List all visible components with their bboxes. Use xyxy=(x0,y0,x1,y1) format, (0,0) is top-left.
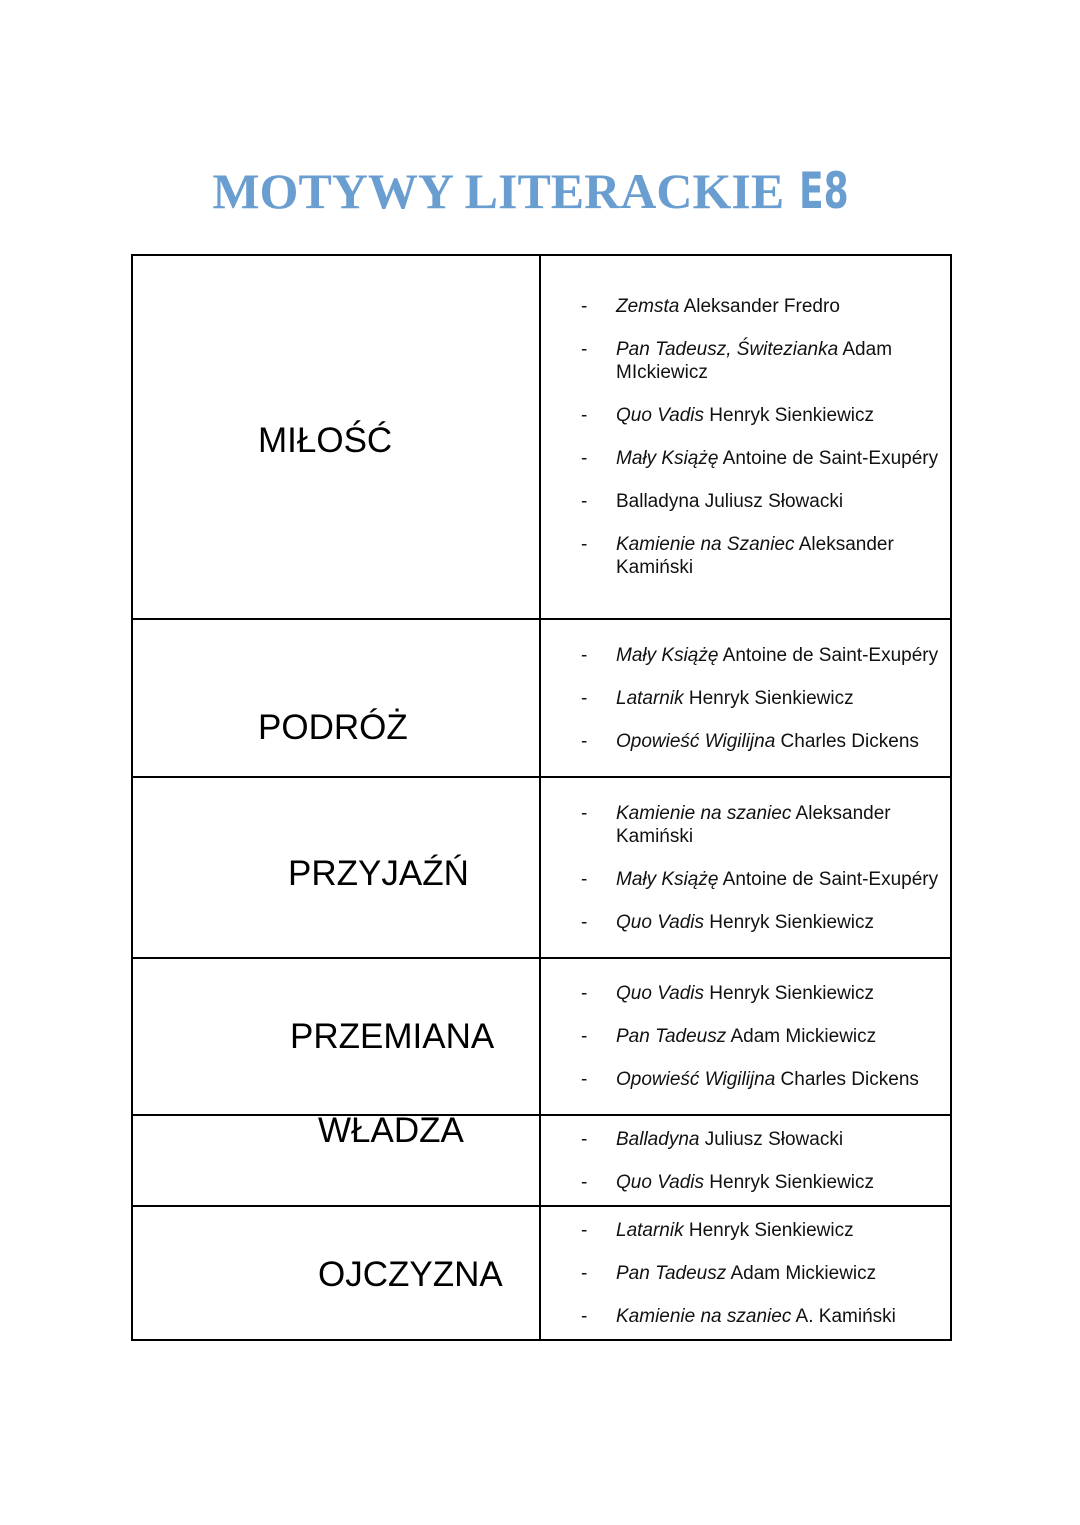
work-author: Henryk Sienkiewicz xyxy=(704,405,875,426)
work-item xyxy=(541,687,950,710)
work-title: Kamienie na szaniec xyxy=(616,1305,792,1327)
work-item xyxy=(541,404,950,427)
motif-row xyxy=(132,619,951,777)
work-item xyxy=(541,1128,950,1151)
works-cell xyxy=(540,777,951,958)
motif-row xyxy=(132,958,951,1115)
works-cell xyxy=(540,619,951,777)
motifs-table-body xyxy=(132,255,951,1340)
dash-bullet: - xyxy=(581,1219,588,1241)
motif-cell xyxy=(132,619,540,777)
work-title: Quo Vadis xyxy=(616,911,705,933)
work-title: Quo Vadis xyxy=(616,1171,705,1193)
motif-cell xyxy=(132,958,540,1115)
dash-bullet: - xyxy=(581,911,588,933)
dash-bullet: - xyxy=(581,491,588,512)
works-list xyxy=(541,792,950,944)
dash-bullet: - xyxy=(581,983,588,1004)
work-item xyxy=(541,982,950,1005)
work-item xyxy=(541,1171,950,1194)
work-item xyxy=(541,1219,950,1242)
motif-name: OJCZYZNA xyxy=(318,1255,503,1294)
motif-row xyxy=(132,1206,951,1340)
work-author: Henryk Sienkiewicz xyxy=(704,911,875,933)
works-list xyxy=(541,1118,950,1204)
dash-bullet: - xyxy=(581,1128,588,1150)
dash-bullet: - xyxy=(581,405,588,426)
work-item xyxy=(541,533,950,579)
work-item xyxy=(541,1305,950,1328)
works-list xyxy=(541,285,950,589)
dash-bullet: - xyxy=(581,339,588,360)
dash-bullet: - xyxy=(581,1171,588,1193)
work-author: Charles Dickens xyxy=(775,1069,919,1090)
work-title: Latarnik xyxy=(616,687,684,709)
work-title: Balladyna xyxy=(616,1128,700,1150)
title-tag: E8 xyxy=(798,161,849,220)
motif-cell xyxy=(132,1206,540,1340)
dash-bullet: - xyxy=(581,448,588,469)
work-author: Aleksander Fredro xyxy=(679,296,840,317)
title-text: MOTYWY LITERACKIE xyxy=(212,162,785,219)
work-item xyxy=(541,868,950,891)
work-title: Pan Tadeusz xyxy=(616,1262,727,1284)
work-item xyxy=(541,447,950,470)
work-title: Mały Książę xyxy=(616,448,719,469)
work-item xyxy=(541,1262,950,1285)
page-title xyxy=(0,162,1080,220)
work-author: Balladyna Juliusz Słowacki xyxy=(616,491,844,512)
dash-bullet: - xyxy=(581,868,588,890)
works-list xyxy=(541,972,950,1101)
work-item xyxy=(541,1025,950,1048)
works-cell xyxy=(540,1206,951,1340)
dash-bullet: - xyxy=(581,802,588,824)
work-author: Henryk Sienkiewicz xyxy=(683,1219,854,1241)
dash-bullet: - xyxy=(581,730,588,752)
motif-name: PRZYJAŹŃ xyxy=(288,853,469,893)
dash-bullet: - xyxy=(581,644,588,666)
work-author: Antoine de Saint-Exupéry xyxy=(718,448,939,469)
work-author: Charles Dickens xyxy=(775,730,919,752)
dash-bullet: - xyxy=(581,1069,588,1090)
work-author: A. Kamiński xyxy=(791,1305,896,1327)
work-title: Mały Książę xyxy=(616,868,719,890)
motif-name: MIŁOŚĆ xyxy=(258,421,393,460)
dash-bullet: - xyxy=(581,1305,588,1327)
works-list xyxy=(541,634,950,763)
work-item xyxy=(541,338,950,384)
motif-row xyxy=(132,1115,951,1206)
work-author: Antoine de Saint-Exupéry xyxy=(718,868,939,890)
work-author: Antoine de Saint-Exupéry xyxy=(718,644,939,666)
dash-bullet: - xyxy=(581,1262,588,1284)
work-author: Henryk Sienkiewicz xyxy=(704,983,875,1004)
dash-bullet: - xyxy=(581,296,588,317)
work-title: Quo Vadis xyxy=(616,983,705,1004)
work-item xyxy=(541,730,950,753)
motif-name: WŁADZA xyxy=(318,1110,464,1150)
work-author: Henryk Sienkiewicz xyxy=(704,1171,875,1193)
dash-bullet: - xyxy=(581,534,588,555)
work-author: Adam MIckiewicz xyxy=(616,339,893,383)
work-item xyxy=(541,490,950,513)
motif-cell xyxy=(132,777,540,958)
work-title: Pan Tadeusz xyxy=(616,1026,727,1047)
motif-cell xyxy=(132,1110,540,1206)
work-title: Pan Tadeusz, Świtezianka xyxy=(616,339,839,360)
work-title: Zemsta xyxy=(616,296,680,317)
work-title: Kamienie na szaniec xyxy=(616,802,792,824)
work-title: Opowieść Wigilijna xyxy=(616,730,776,752)
works-cell xyxy=(540,255,951,619)
works-list xyxy=(541,1209,950,1338)
motif-row xyxy=(132,255,951,619)
motif-row xyxy=(132,777,951,958)
motif-cell xyxy=(132,255,540,619)
work-author: Aleksander Kamiński xyxy=(616,802,891,847)
work-author: Aleksander Kamiński xyxy=(616,534,894,578)
work-title: Mały Książę xyxy=(616,644,719,666)
work-author: Juliusz Słowacki xyxy=(699,1128,844,1150)
work-title: Latarnik xyxy=(616,1219,684,1241)
motif-name: PRZEMIANA xyxy=(290,1016,495,1056)
work-item xyxy=(541,911,950,934)
work-item xyxy=(541,802,950,848)
work-item xyxy=(541,644,950,667)
dash-bullet: - xyxy=(581,687,588,709)
dash-bullet: - xyxy=(581,1026,588,1047)
work-item xyxy=(541,295,950,318)
work-title: Kamienie na Szaniec xyxy=(616,534,795,555)
work-author: Henryk Sienkiewicz xyxy=(683,687,854,709)
work-title: Quo Vadis xyxy=(616,405,705,426)
work-author: Adam Mickiewicz xyxy=(726,1026,877,1047)
motif-name: PODRÓŻ xyxy=(258,708,408,747)
motifs-table xyxy=(131,254,952,1341)
work-author: Adam Mickiewicz xyxy=(726,1262,877,1284)
works-cell xyxy=(540,1115,951,1206)
work-title: Opowieść Wigilijna xyxy=(616,1069,776,1090)
works-cell xyxy=(540,958,951,1115)
work-item xyxy=(541,1068,950,1091)
